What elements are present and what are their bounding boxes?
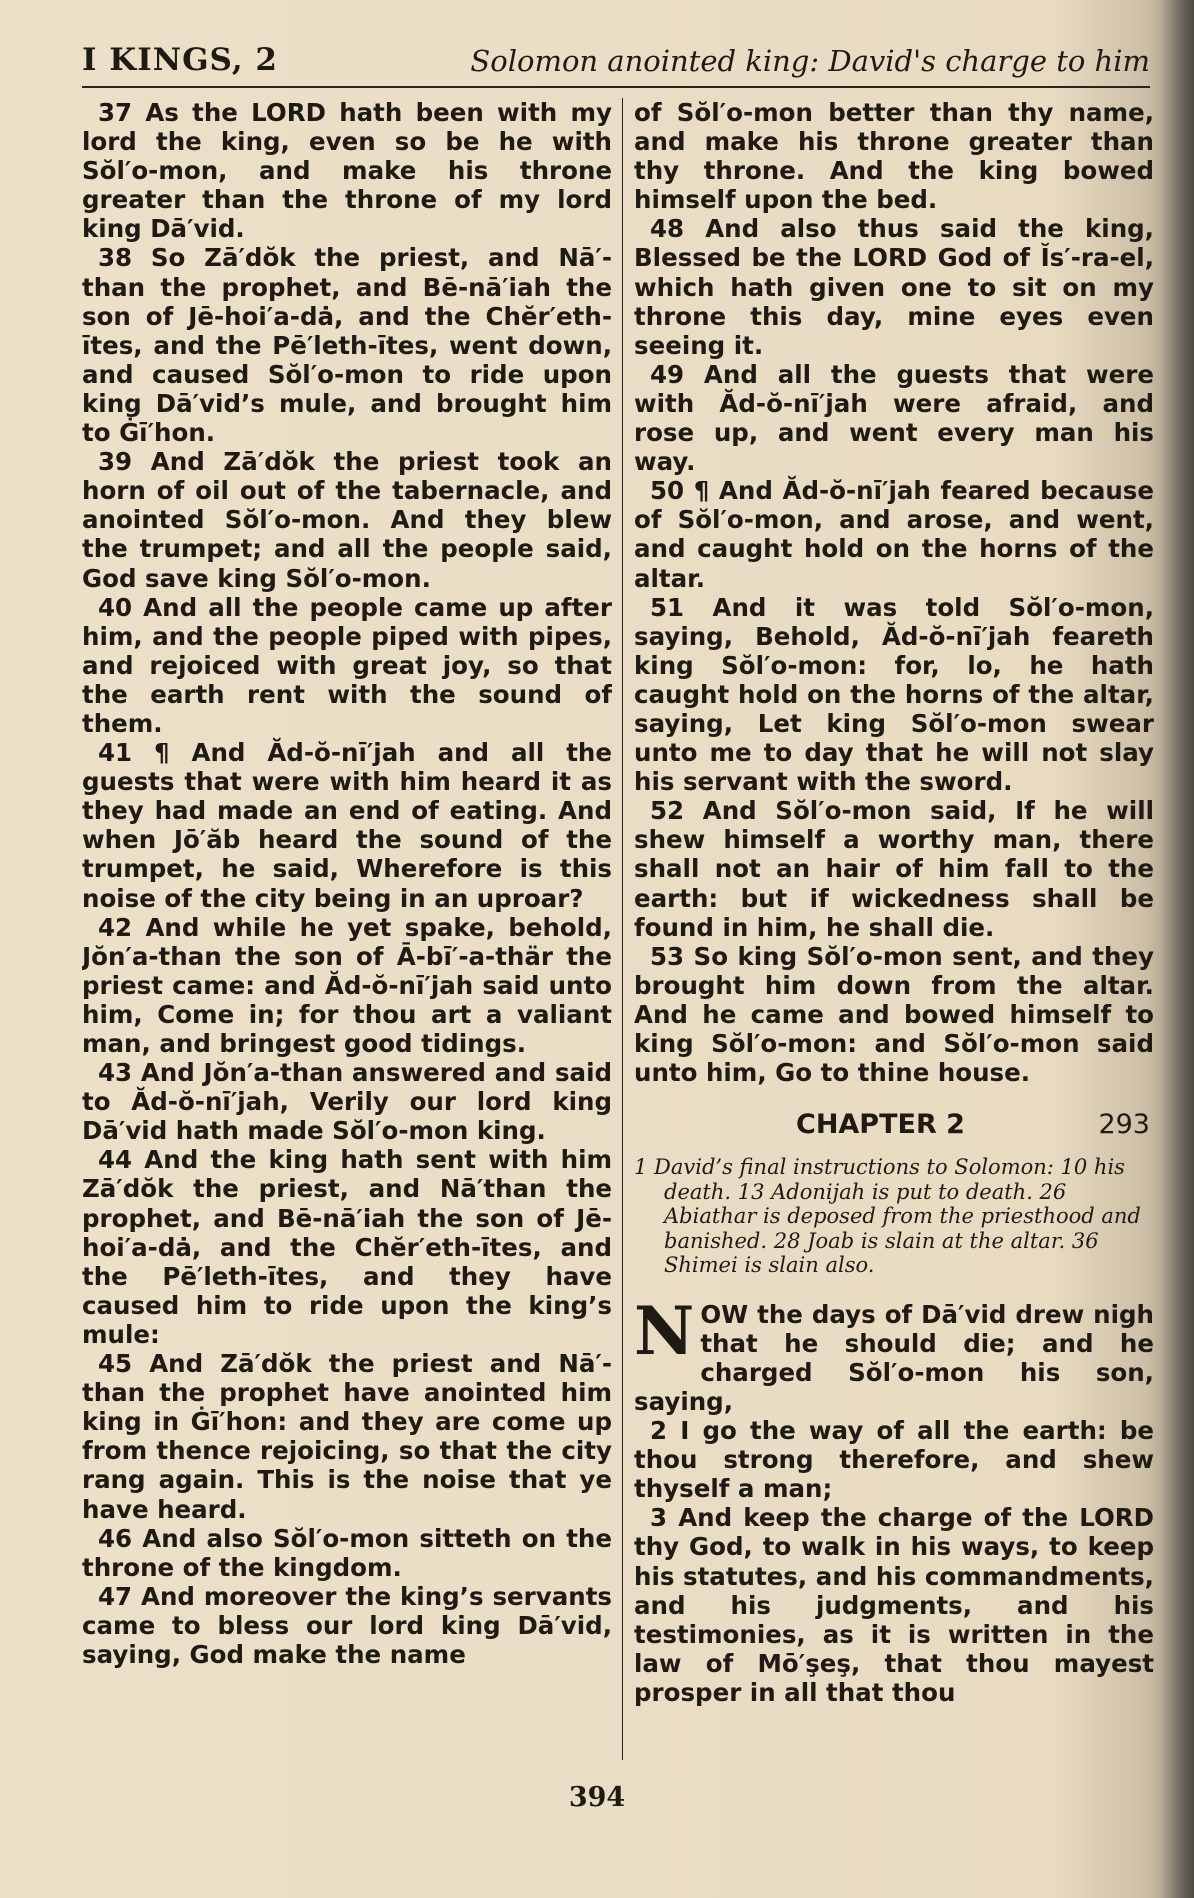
chapter-summary: 1 David’s final instructions to Solomon: 10 his death. 13 Adonijah is put to death. 26 Abiathar is deposed from the priesthood and banished. 28 Joab is slain at the altar. 36 Shimei is slain also. [634,1155,1141,1278]
verse-47: 47 And moreover the king’s servants came to bless our lord king Dā′vid, saying, God make the name [82,1581,612,1669]
verse-1-text: OW the days of Dā′vid drew nigh that he should die; and he charged Sŏl′o-mon his son, saying, [634,1299,1154,1416]
verse-51: 51 And it was told Sŏl′o-mon, saying, Behold, Ăd-ŏ-nī′jah feareth king Sŏl′o-mon: for, lo, he hath caught hold on the horns of the altar, saying, Let king Sŏl′o-mon swear unto me to day that he will not slay his servant with the sword. [634,592,1154,797]
verse-40: 40 And all the people came up after him, and the people piped with pipes, and rejoiced with great joy, so that the earth rent with the sound of them. [82,592,612,738]
verse-3: 3 And keep the charge of the LORD thy God, to walk in his ways, to keep his statutes, and his commandments, and his judgments, and his testimonies, as it is written in the law of Mō′şeş, that thou mayest prosper in all that thou [634,1503,1154,1707]
verse-53: 53 So king Sŏl′o-mon sent, and they brought him down from the altar. And he came and bowed himself to king Sŏl′o-mon: and Sŏl′o-mon said unto him, Go to thine house. [634,941,1154,1088]
verse-1 [634,1291,1154,1416]
running-header [82,36,1150,88]
page-edge [1160,0,1194,1898]
verse-45: 45 And Zā′dŏk the priest and Nā′-than the prophet have anointed him king in Ġī′hon: and they are come up from thence rejoicing, so that the city rang again. This is the noise that ye have heard. [82,1349,612,1524]
column-divider [622,98,623,1760]
verse-39: 39 And Zā′dŏk the priest took an horn of oil out of the tabernacle, and anointed Sŏl′o-mon. And they blew the trumpet; and all the people said, God save king Sŏl′o-mon. [82,447,612,593]
verse-42: 42 And while he yet spake, behold, Jŏn′a-than the son of Ā-bī′-a-thär the priest came: and Ăd-ŏ-nī′jah said unto him, Come in; for thou art a valiant man, and bringest good tidings. [82,912,612,1058]
verse-43: 43 And Jŏn′a-than answered and said to Ăd-ŏ-nī′jah, Verily our lord king Dā′vid hath made Sŏl′o-mon king. [82,1058,612,1146]
verse-41: 41 ¶ And Ăd-ŏ-nī′jah and all the guests that were with him heard it as they had made an end of eating. And when Jō′ăb heard the sound of the trumpet, he said, Wherefore is this noise of the city being in an uproar? [82,738,612,913]
drop-cap: N [634,1291,695,1370]
verse-47-continued: of Sŏl′o-mon better than thy name, and make his throne greater than thy throne. And the king bowed himself upon the bed. [634,98,1154,215]
verse-50: 50 ¶ And Ăd-ŏ-nī′jah feared because of Sŏl′o-mon, and arose, and went, and caught hold on the horns of the altar. [634,476,1154,593]
verse-2: 2 I go the way of all the earth: be thou strong therefore, and shew thyself a man; [634,1416,1154,1504]
verse-37: 37 As the LORD hath been with my lord the king, even so be he with Sŏl′o-mon, and make his throne greater than the throne of my lord king Dā′vid. [82,98,612,244]
right-column [634,98,1154,1766]
verse-49: 49 And all the guests that were with Ăd-ŏ-nī′jah were afraid, and rose up, and went every man his way. [634,359,1154,477]
chapter-number: 293 [1098,1109,1150,1141]
book-chapter-label: I KINGS, 2 [82,42,278,78]
verse-48: 48 And also thus said the king, Blessed be the LORD God of Ĭs′-ra-el, which hath given one to sit on my throne this day, mine eyes even seeing it. [634,214,1154,360]
verse-52: 52 And Sŏl′o-mon said, If he will shew himself a worthy man, there shall not an hair of him fall to the earth: but if wickedness shall be found in him, he shall die. [634,796,1154,942]
left-column [82,98,612,1766]
page-number: 394 [568,1782,626,1813]
running-title: Solomon anointed king: David's charge to him [470,44,1150,78]
chapter-title: CHAPTER 2 [796,1109,965,1141]
verse-38: 38 So Zā′dŏk the priest, and Nā′-than the prophet, and Bē-nā′iah the son of Jē-hoi′a-dȧ, and the Chĕr′eth-ītes, and the Pē′leth-ītes, went down, and caused Sŏl′o-mon to ride upon king Dā′vid’s mule, and brought him to Ġī′hon. [82,243,612,448]
verse-44: 44 And the king hath sent with him Zā′dŏk the priest, and Nā′than the prophet, and Bē-nā′iah the son of Jē-hoi′a-dȧ, and the Chĕr′eth-ītes, and the Pē′leth-ītes, and they have caused him to ride upon the king’s mule: [82,1145,612,1349]
verse-46: 46 And also Sŏl′o-mon sitteth on the throne of the kingdom. [82,1523,612,1582]
chapter-heading [634,1101,1154,1149]
